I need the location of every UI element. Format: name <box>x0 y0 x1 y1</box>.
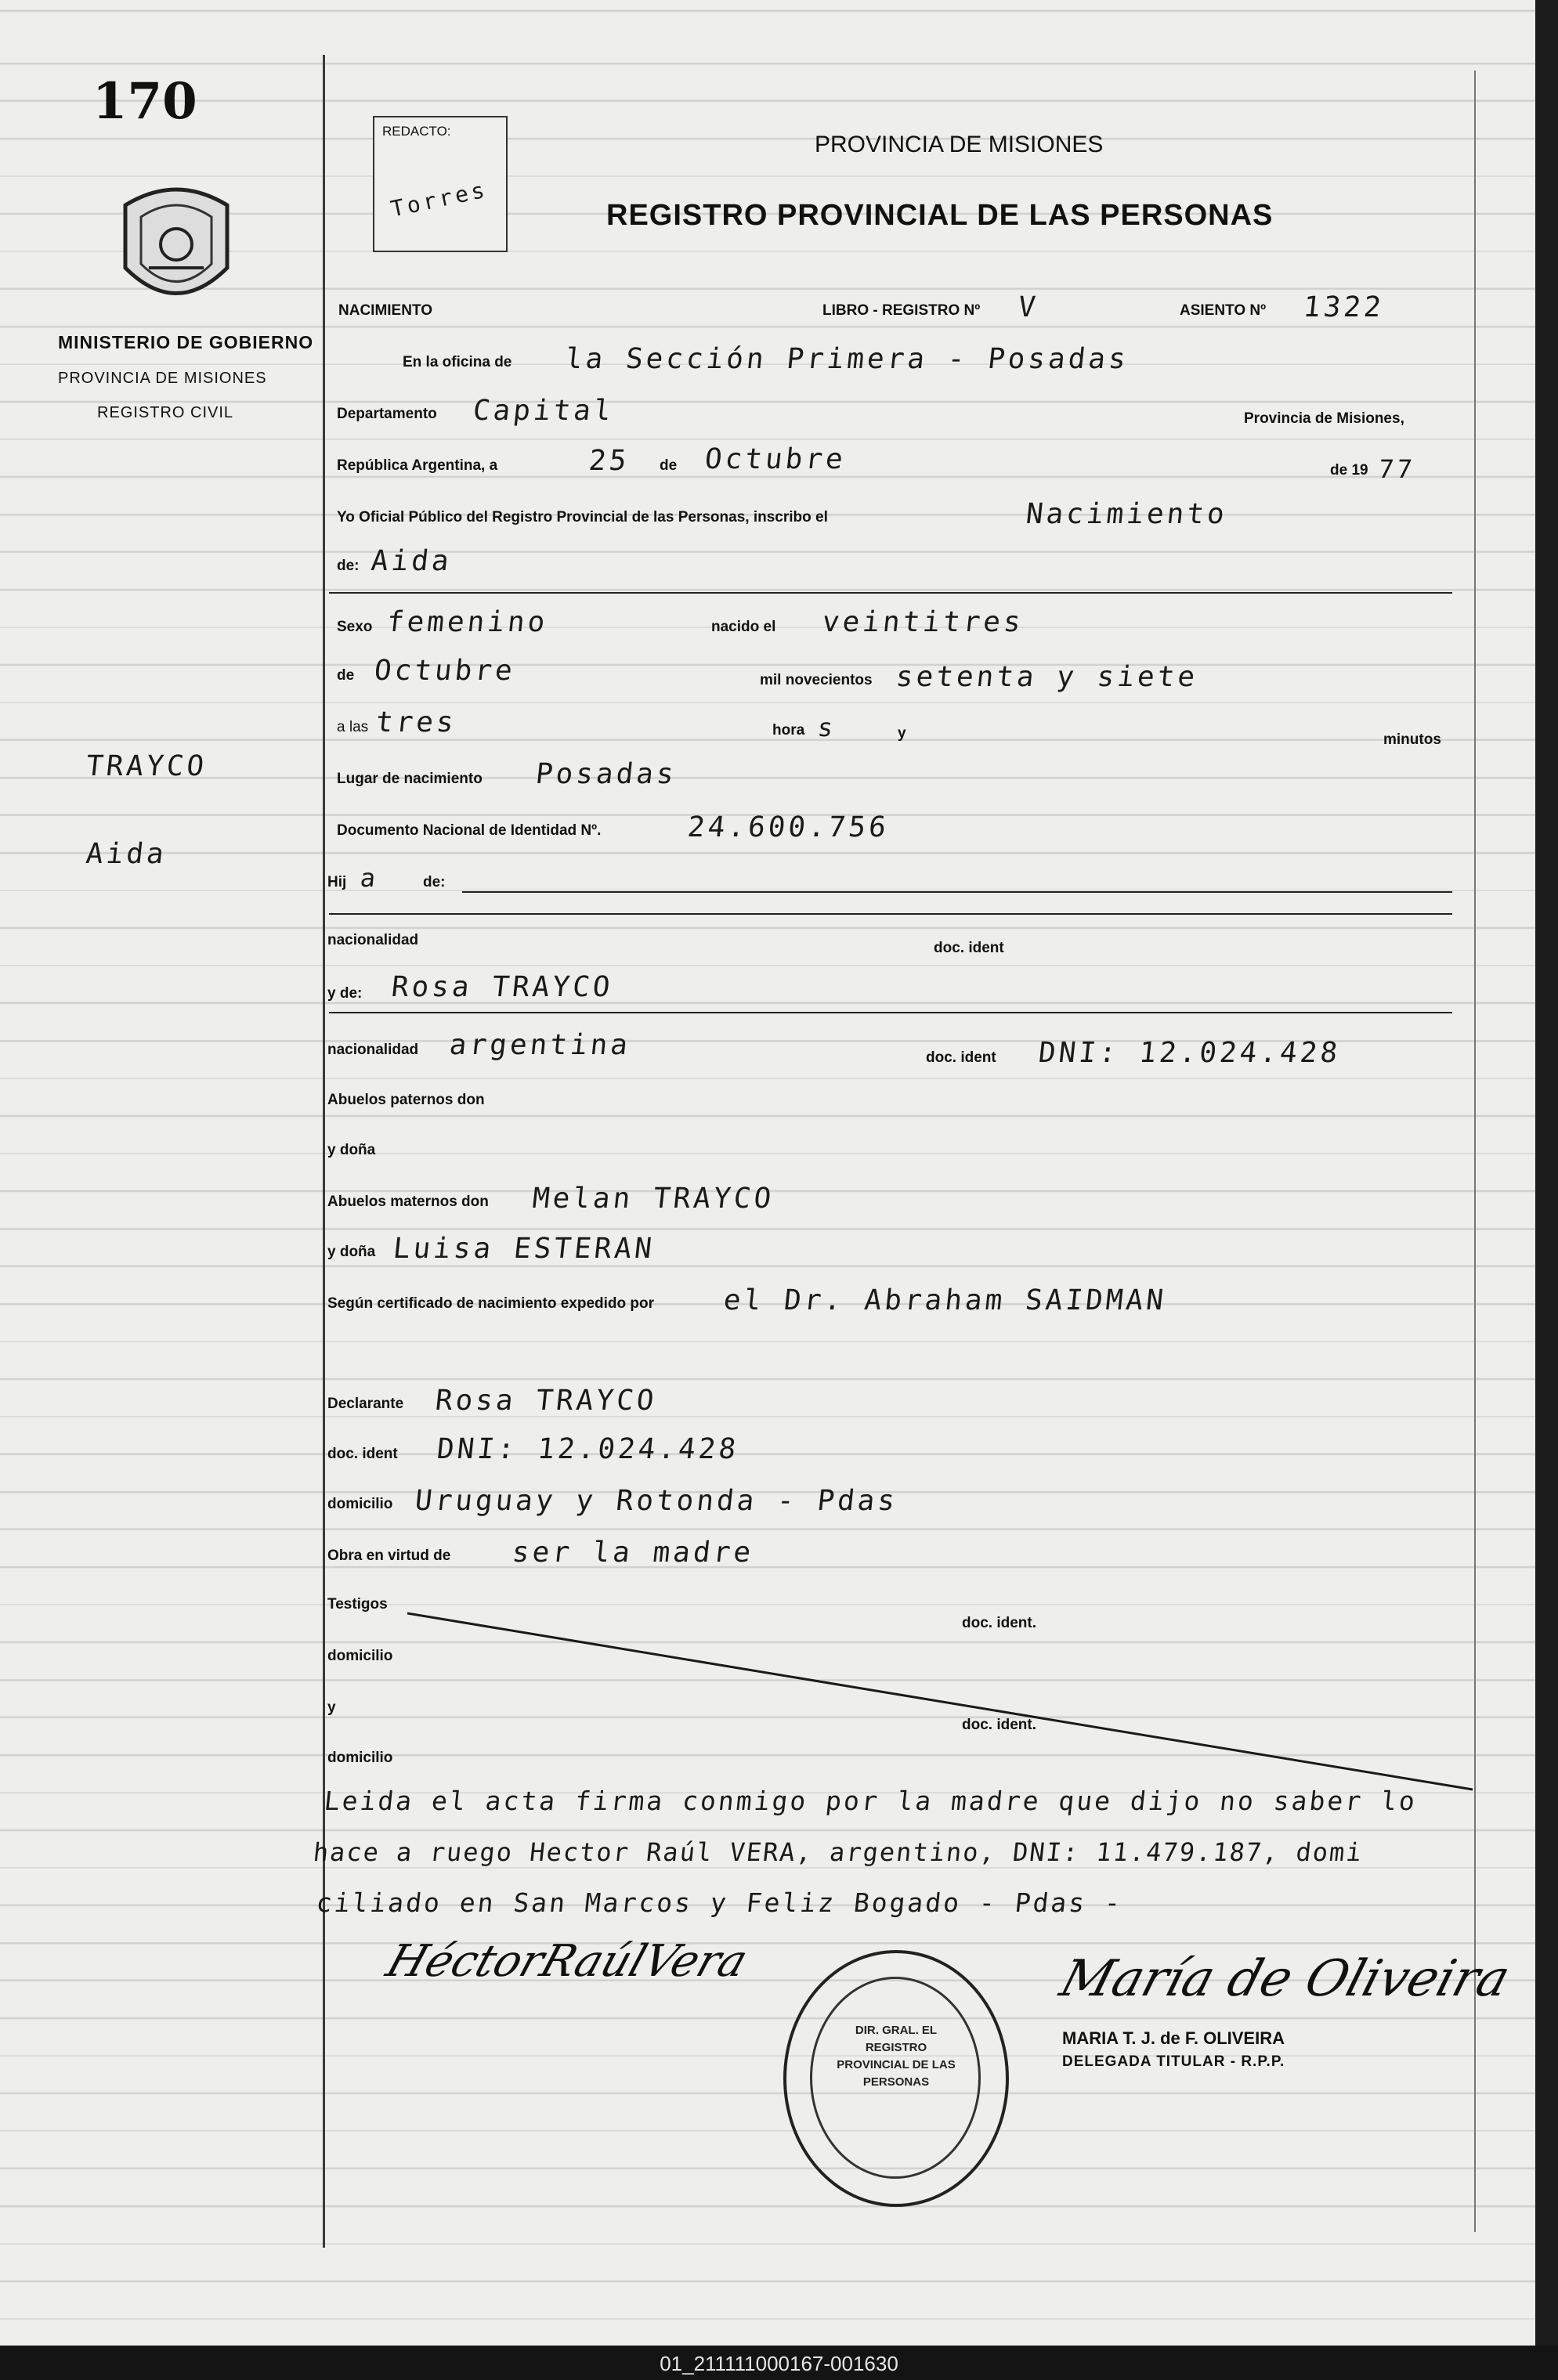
domicilio2-label: domicilio <box>327 1648 393 1664</box>
a-las-label: a las <box>337 719 369 735</box>
lugar-value: Posadas <box>533 758 678 790</box>
doc-ident3-value: DNI: 12.024.428 <box>435 1433 741 1465</box>
de-mes-label: de <box>337 667 355 684</box>
madre-underline <box>329 1012 1452 1013</box>
de-label: de <box>660 457 678 474</box>
official-name: MARIA T. J. de F. OLIVEIRA <box>1062 2028 1285 2048</box>
horas-value: s <box>816 713 838 742</box>
oficial-value: Nacimiento <box>1024 498 1229 530</box>
official-signature: María de Oliveira <box>1054 1950 1516 2008</box>
nacido-value: veintitres <box>820 606 1025 638</box>
a-las-value: tres <box>374 706 458 739</box>
certificado-value: el Dr. Abraham SAIDMAN <box>721 1284 1168 1316</box>
strike-through-line <box>407 1598 1488 1801</box>
departamento-value: Capital <box>471 395 616 427</box>
nacionalidad1-label: nacionalidad <box>327 932 419 948</box>
abuelos-pat-dona-label: y doña <box>327 1142 376 1158</box>
doc-ident3-label: doc. ident <box>327 1446 398 1462</box>
y-label: y <box>898 725 906 742</box>
coat-of-arms-seal <box>117 182 235 315</box>
official-stamp-text: DIR. GRAL. EL REGISTRO PROVINCIAL DE LAS PERSONAS <box>837 2024 956 2089</box>
registry-title: REGISTRO PROVINCIAL DE LAS PERSONAS <box>606 199 1274 232</box>
dni-value: 24.600.756 <box>685 811 891 843</box>
certificado-label: Según certificado de nacimiento expedido por <box>327 1295 655 1312</box>
dia-value: 25 <box>587 445 631 477</box>
de-mes-value: Octubre <box>372 655 517 687</box>
closing-line-3: ciliado en San Marcos y Feliz Bogado - Pdas - <box>314 1887 1125 1918</box>
obra-value: ser la madre <box>510 1537 756 1569</box>
departamento-label: Departamento <box>337 406 437 422</box>
footer-id: 01_211111000167-001630 <box>660 2352 898 2375</box>
asiento-value: 1322 <box>1301 291 1386 323</box>
redacto-box <box>373 116 508 252</box>
asiento-label: ASIENTO Nº <box>1180 302 1267 319</box>
hija-label: Hij <box>327 874 347 890</box>
registry-label: REGISTRO CIVIL <box>97 404 234 421</box>
margin-line <box>323 55 325 2248</box>
libro-value: V <box>1016 291 1040 323</box>
mil-value: setenta y siete <box>894 661 1200 693</box>
oficina-value: la Sección Primera - Posadas <box>563 343 1131 375</box>
doc-ident2-label: doc. ident <box>926 1049 996 1066</box>
margin-name: Aida <box>84 838 168 870</box>
dni-label: Documento Nacional de Identidad Nº. <box>337 822 602 839</box>
declarant-signature: HéctorRaúlVera <box>380 1936 754 1987</box>
doc-ident2-value: DNI: 12.024.428 <box>1036 1037 1343 1069</box>
domicilio-value: Uruguay y Rotonda - Pdas <box>413 1485 900 1517</box>
abuelos-mat-dona-label: y doña <box>327 1244 376 1260</box>
abuelos-pat-label: Abuelos paternos don <box>327 1092 485 1108</box>
folio-number: 170 <box>92 72 197 131</box>
closing-line-1: Leida el acta firma conmigo por la madre que dijo no saber lo <box>322 1786 1419 1816</box>
horas-label: hora <box>772 722 805 739</box>
obra-label: Obra en virtud de <box>327 1548 451 1564</box>
doc-ident4-label: doc. ident. <box>962 1615 1036 1631</box>
mes-value: Octubre <box>703 443 848 475</box>
domicilio-label: domicilio <box>327 1496 393 1512</box>
doc-ident5-label: doc. ident. <box>962 1717 1036 1733</box>
libro-label: LIBRO - REGISTRO Nº <box>822 302 981 319</box>
lugar-label: Lugar de nacimiento <box>337 771 483 787</box>
abuelos-mat-value: Melan TRAYCO <box>530 1183 776 1215</box>
oficina-label: En la oficina de <box>403 354 512 370</box>
province-label: PROVINCIA DE MISIONES <box>58 370 267 387</box>
province-title: PROVINCIA DE MISIONES <box>815 132 1104 157</box>
padre-underline-2 <box>329 913 1452 915</box>
official-title: DELEGADA TITULAR - R.P.P. <box>1062 2053 1285 2070</box>
oficial-label: Yo Oficial Público del Registro Provincial de las Personas, inscribo el <box>337 509 828 525</box>
provincia-label: Provincia de Misiones, <box>1244 410 1404 427</box>
madre-value: Rosa TRAYCO <box>389 971 615 1003</box>
anio-label: de 19 <box>1330 462 1368 479</box>
minutos-label: minutos <box>1383 731 1441 748</box>
y2-label: y <box>327 1699 336 1716</box>
sexo-label: Sexo <box>337 619 373 635</box>
domicilio3-label: domicilio <box>327 1750 393 1766</box>
mil-label: mil novecientos <box>760 672 873 688</box>
nacionalidad2-value: argentina <box>447 1029 633 1061</box>
anio-value: 77 <box>1377 454 1417 484</box>
name-underline <box>329 592 1452 594</box>
doc-ident1-label: doc. ident <box>934 940 1004 956</box>
de-name-label: de: <box>337 558 360 574</box>
testigos-label: Testigos <box>327 1596 388 1613</box>
record-type: NACIMIENTO <box>338 302 432 319</box>
declarante-label: Declarante <box>327 1396 404 1412</box>
ministry-label: MINISTERIO DE GOBIERNO <box>58 332 314 352</box>
official-stamp <box>783 1950 1009 2207</box>
republica-label: República Argentina, a <box>337 457 498 474</box>
redacto-value: Torres <box>388 176 490 222</box>
hija-suffix: a <box>359 863 381 893</box>
nacido-label: nacido el <box>711 619 776 635</box>
de-padre-label: de: <box>423 874 446 890</box>
sexo-value: femenino <box>385 606 550 638</box>
right-border <box>1474 70 1476 2232</box>
closing-line-2: hace a ruego Hector Raúl VERA, argentino, DNI: 11.479.187, domi <box>312 1837 1365 1867</box>
abuelos-mat-label: Abuelos maternos don <box>327 1194 489 1210</box>
redacto-label: REDACTO: <box>382 124 451 139</box>
abuelos-mat-dona-value: Luisa ESTERAN <box>391 1233 656 1265</box>
footer-strip <box>0 2346 1558 2380</box>
declarante-value: Rosa TRAYCO <box>433 1385 659 1417</box>
y-de-label: y de: <box>327 985 363 1002</box>
padre-underline <box>462 891 1452 893</box>
nacionalidad2-label: nacionalidad <box>327 1042 419 1058</box>
margin-surname: TRAYCO <box>84 750 209 782</box>
de-name-value: Aida <box>369 545 454 577</box>
